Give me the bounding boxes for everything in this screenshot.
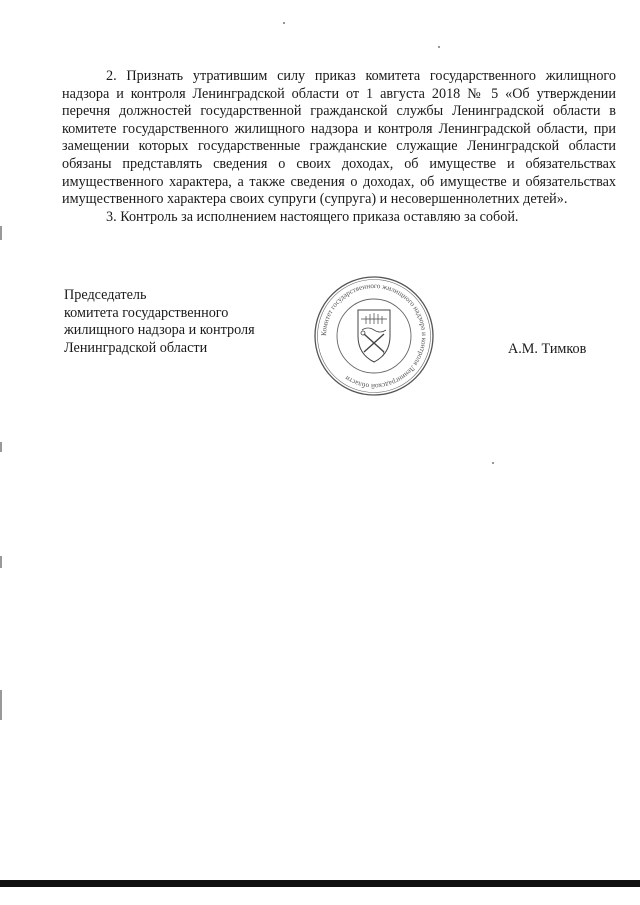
- official-seal: [312, 274, 436, 398]
- scan-bottom-edge: [0, 880, 640, 887]
- signature-block: [64, 287, 255, 357]
- scan-speck: [492, 462, 494, 464]
- scan-edge-mark: [0, 226, 2, 240]
- scan-edge-mark: [0, 690, 2, 720]
- scan-speck: [283, 22, 285, 24]
- paragraph-3: 3. Контроль за исполнением настоящего приказа оставляю за собой.: [106, 208, 519, 225]
- signer-title-line-4: Ленинградской области: [64, 339, 208, 356]
- scan-speck: [438, 46, 440, 48]
- signer-title-line-3: жилищного надзора и контроля: [64, 322, 255, 339]
- signer-title-line-1: Председатель: [64, 287, 147, 303]
- document-body: [62, 68, 616, 226]
- scan-edge-mark: [0, 442, 2, 452]
- scan-edge-mark: [0, 556, 2, 568]
- signer-name: А.М. Тимков: [508, 341, 587, 357]
- coat-of-arms-icon: [358, 310, 390, 362]
- seal-text: Комитет государственного жилищного надзора и контроля Ленинградской области: [319, 281, 429, 391]
- signer-title-line-2: комитета государственного: [64, 304, 229, 321]
- paragraph-2: 2. Признать утратившим силу приказ комитета государственного жилищного надзора и контроля Ленинградской области от 1 августа 2018 № 5 «Об утверждении перечня должностей государственной гражданской службы Ленинградской области в комитете государственного жилищного надзора и контроля Ленинградской области, при замещении которых государственные гражданские служащие Ленинградской области обязаны представлять сведения о своих доходах, об имуществе и обязательствах имущественного характера, а также сведения о доходах, об имуществе и обязательствах имущественного характера своих супруги (супруга) и несовершеннолетних детей».: [62, 68, 616, 208]
